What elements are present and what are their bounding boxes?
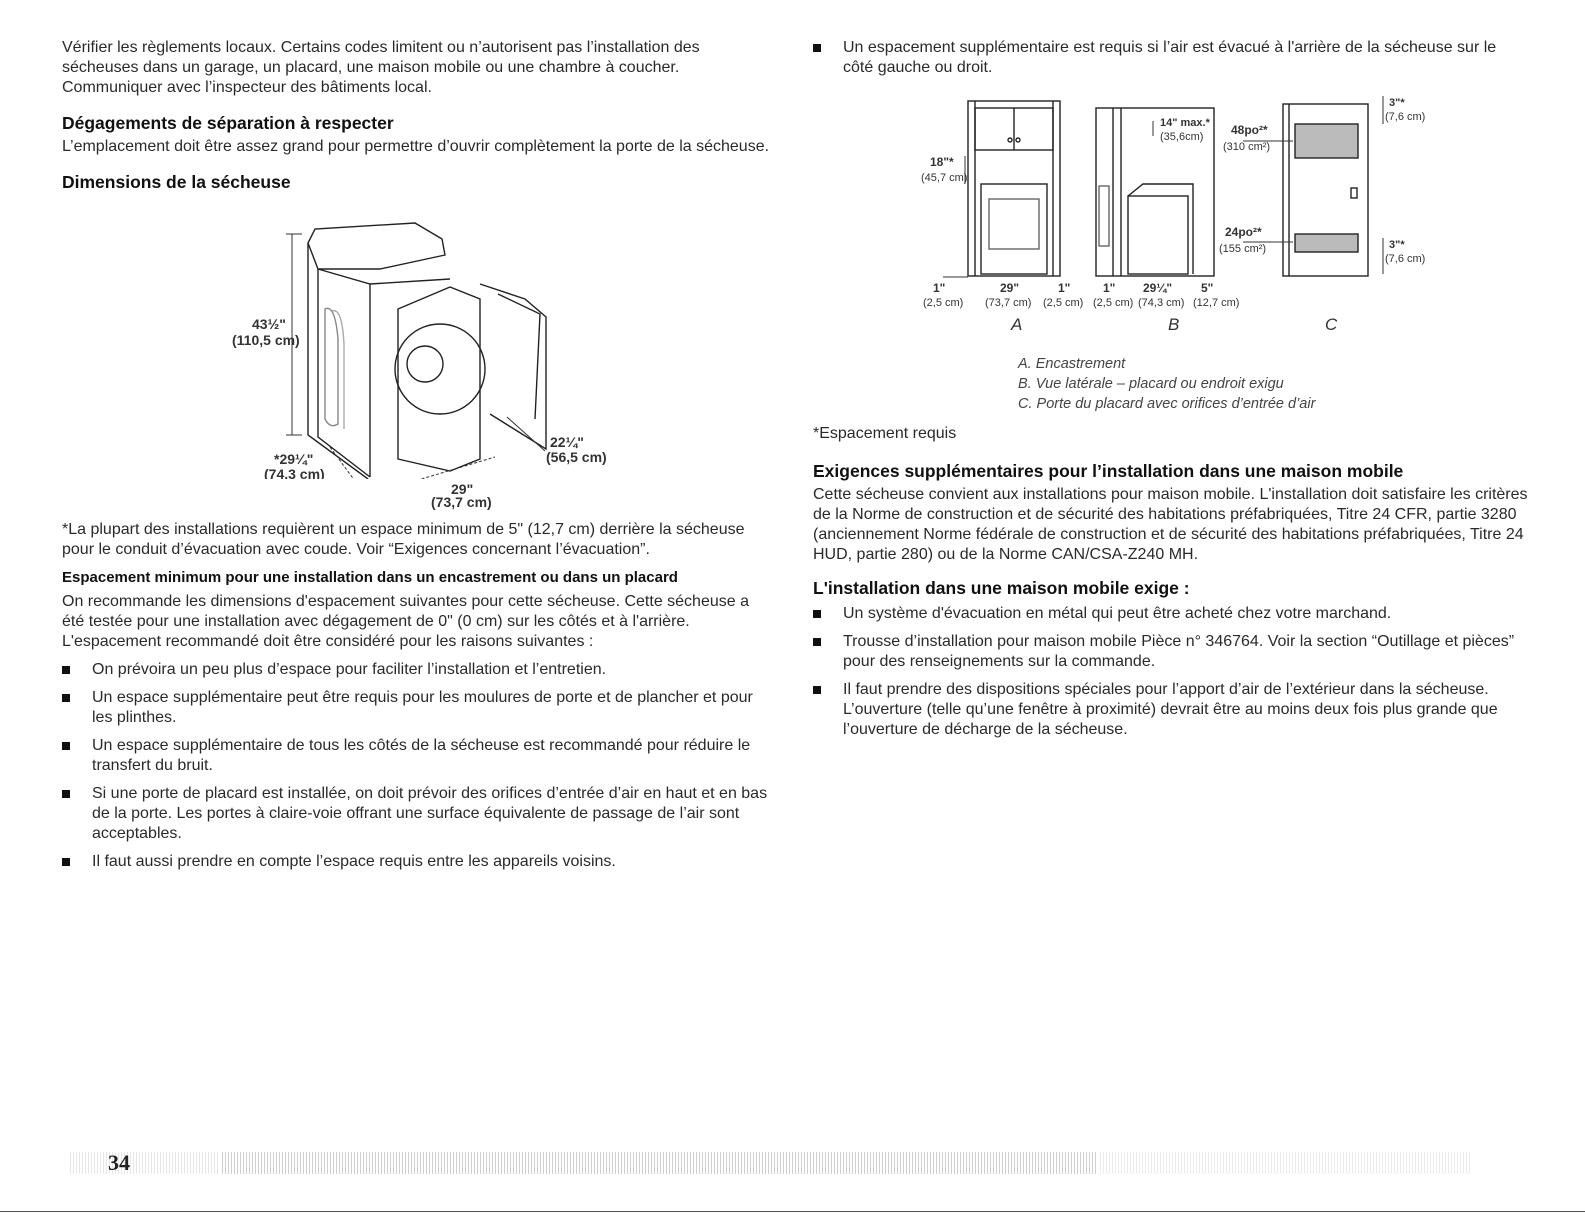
heading-clearance: Dégagements de séparation à respecter [62,113,394,133]
footnote-paragraph: *La plupart des installations requièrent un espace minimum de 5" (12,7 cm) derrière la sécheuse pour le conduit d’évacuation avec coude. Voir “Exigences concernant l’évacuation”. [62,521,745,558]
list-item: Un système d'évacuation en métal qui peut être acheté chez votre marchand. [813,604,1528,624]
b-rear-in: 5" [1201,281,1214,295]
caption-a: A. Encastrement [1018,356,1126,372]
b-front-cm: (2,5 cm) [1093,297,1134,309]
mobile-paragraph: Cette sécheuse convient aux installations pour maison mobile. L'installation doit satisfaire les critères de la Norme de construction et de sécurité des habitations préfabriquées, Titre 24 CFR, partie 3280 (anciennement Norme fédérale de construction et de sécurité des habitations préfabriquées, Titre 24 HUD, partie 280) ou de la Norme CAN/CSA-Z240 MH. [813,486,1528,563]
dryer-width-cm: (73,7 cm) [431,494,492,510]
caption-c: C. Porte du placard avec orifices d’entrée d’air [1018,396,1316,412]
a-width-in: 29" [1000,281,1020,295]
left-column-lower [62,520,772,880]
bullet-square [813,686,821,694]
a-side-cm: (2,5 cm) [923,297,964,309]
b-front-in: 1" [1103,281,1116,295]
vent-bottom-area: 24po²* [1225,225,1262,239]
dryer-depth-in: *29¼" [274,451,314,467]
dryer-door-in: 22¼" [550,434,584,450]
list-item: Un espace supplémentaire de tous les côtés de la sécheuse est recommandé pour réduire le transfert du bruit. [62,736,772,776]
a-top-cm: (45,7 cm) [921,172,968,184]
a-side-in: 1" [933,281,946,295]
a-side2-in: 1" [1058,281,1071,295]
left-column [62,38,772,193]
footer-pattern-main [222,1152,1097,1174]
b-depth-in: 29¼" [1143,281,1173,295]
dryer-height-cm: (110,5 cm) [232,332,300,348]
c-top-cm: (7,6 cm) [1385,111,1426,123]
bullet-square [813,44,821,52]
min-space-bullet-list [62,660,772,872]
min-space-paragraph: On recommande les dimensions d'espacement suivantes pour cette sécheuse. Cette sécheuse a été testée pour une installation avec dégagement de 0" (0 cm) sur les côtés et à l'arrière. L'espacement recommandé doit être considéré pour les raisons suivantes : [62,593,749,650]
right-column [813,38,1528,738]
required-note: *Espacement requis [813,425,957,442]
page-number: 34 [108,1150,130,1175]
heading-dimensions: Dimensions de la sécheuse [62,172,291,192]
closet-clearance-figure [913,96,1533,346]
list-item: Un espace supplémentaire peut être requis pour les moulures de porte et de plancher et pour les plinthes. [62,688,772,728]
footer-pattern-left [70,1152,220,1174]
b-rear-cm: (12,7 cm) [1193,297,1240,309]
bullet-square [813,638,821,646]
dryer-door-cm: (56,5 cm) [546,449,607,465]
dryer-dimensions-figure [150,189,610,479]
list-item: Si une porte de placard est installée, on doit prévoir des orifices d’entrée d’air en haut et en bas de la porte. Les portes à claire-voie offrant une surface équivalente de passage de l’air sont acceptables. [62,784,772,844]
figure-captions [1018,354,1315,414]
right-lower [813,424,1528,748]
bullet-square [62,790,70,798]
c-bottom-in: 3"* [1389,239,1405,251]
caption-b: B. Vue latérale – placard ou endroit exigu [1018,376,1284,392]
b-depth-cm: (74,3 cm) [1138,297,1185,309]
bullet-square [813,610,821,618]
heading-mobile-req: L'installation dans une maison mobile exige : [813,578,1190,598]
dryer-depth-cm: (74,3 cm) [264,466,325,479]
a-width-cm: (73,7 cm) [985,297,1032,309]
dryer-height-in: 43½" [252,316,286,332]
mobile-bullet-list [813,604,1528,740]
bullet-square [62,666,70,674]
bottom-rule [0,1211,1585,1212]
figure-label-c: C [1325,315,1338,334]
b-max-in: 14" max.* [1160,117,1210,129]
b-max-cm: (35,6cm) [1160,131,1204,143]
vent-top-cm: (310 cm²) [1223,141,1271,153]
figure-label-a: A [1011,315,1023,334]
list-item: Trousse d’installation pour maison mobile Pièce n° 346764. Voir la section “Outillage et pièces” pour des renseignements sur la commande. [813,632,1528,672]
bullet-square [62,742,70,750]
dryer-width-in: 29" [451,481,474,497]
c-bottom-cm: (7,6 cm) [1385,253,1426,265]
list-item: On prévoira un peu plus d’espace pour faciliter l’installation et l’entretien. [62,660,772,680]
footer-pattern-right [1100,1152,1470,1174]
list-item: Il faut prendre des dispositions spéciales pour l’apport d’air de l’extérieur dans la sécheuse. L’ouverture (telle qu’une fenêtre à proximité) devrait être au moins deux fois plus grande que l’ouverture de décharge de la sécheuse. [813,680,1528,740]
vent-bottom-cm: (155 cm²) [1219,243,1267,255]
c-top-in: 3"* [1389,97,1405,109]
list-item: Il faut aussi prendre en compte l’espace requis entre les appareils voisins. [62,852,772,872]
figure-label-b: B [1168,315,1180,334]
a-top-in: 18"* [930,155,954,169]
bullet-square [62,858,70,866]
clearance-paragraph: L’emplacement doit être assez grand pour permettre d’ouvrir complètement la porte de la sécheuse. [62,138,770,155]
heading-mobile: Exigences supplémentaires pour l’installation dans une maison mobile [813,461,1404,481]
list-item: Un espacement supplémentaire est requis si l’air est évacué à l'arrière de la sécheuse sur le côté gauche ou droit. [813,38,1528,78]
intro-paragraph: Vérifier les règlements locaux. Certains codes limitent ou n’autorisent pas l’installation des sécheuses dans un garage, un placard, une maison mobile ou une chambre à coucher. Communiquer avec l’inspecteur des bâtiments local. [62,39,700,96]
heading-min-space: Espacement minimum pour une installation dans un encastrement ou dans un placard [62,569,678,586]
a-side2-cm: (2,5 cm) [1043,297,1084,309]
right-top-bullet [813,38,1528,78]
vent-top-area: 48po²* [1231,123,1268,137]
bullet-square [62,694,70,702]
